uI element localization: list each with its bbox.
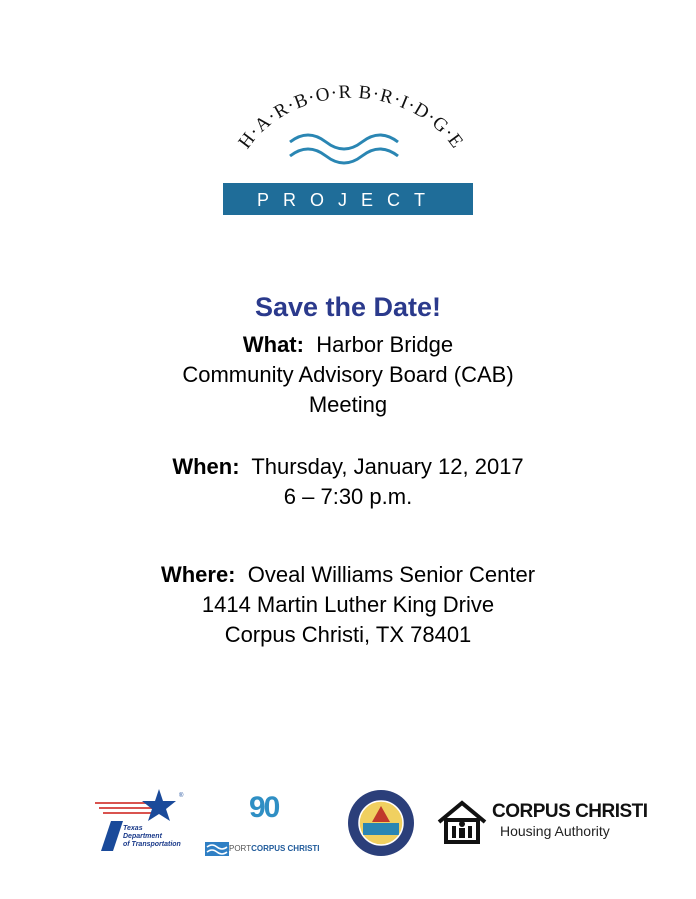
svg-text:H·A·R·B·O·R B·R·I·D·G·E (235, 82, 468, 153)
spacer (0, 512, 696, 560)
port-prefix: PORT (229, 844, 252, 853)
what-line-1 (0, 330, 696, 360)
what-label: What: (242, 332, 304, 357)
txdot-line-3: of Transportation (123, 841, 181, 848)
logo-arc-text: H·A·R·B·O·R B·R·I·D·G·E (234, 81, 468, 153)
what-line-3: Meeting (308, 392, 388, 417)
logo-banner-text: PROJECT (256, 190, 440, 210)
wave-bottom (290, 149, 398, 163)
what-line-2: Community Advisory Board (CAB) (182, 362, 514, 387)
event-details (0, 290, 696, 650)
port-wave-icon (205, 842, 229, 856)
harbor-bridge-project-logo (215, 80, 485, 220)
city-of-corpus-christi-seal (346, 788, 416, 858)
where-line-1 (0, 560, 696, 590)
txdot-logo (93, 785, 193, 855)
port-name-bold: CORPUS CHRISTI (251, 844, 320, 853)
where-line-2: 1414 Martin Luther King Drive (201, 592, 495, 617)
txdot-name (123, 825, 181, 849)
txdot-line-2: Department (123, 833, 162, 840)
svg-text:®: ® (179, 793, 184, 799)
when-line-1 (0, 452, 696, 482)
port-anniversary-number: 90 (249, 791, 279, 824)
where-label: Where: (160, 562, 236, 587)
port-corpus-christi-logo (205, 792, 345, 854)
harbor-bridge-logo-graphic (215, 80, 485, 220)
city-seal-icon (346, 788, 416, 858)
housing-subtitle: Housing Authority (500, 823, 610, 839)
when-line-2: 6 – 7:30 p.m. (283, 484, 413, 509)
wave-top (290, 135, 398, 149)
when-label: When: (172, 454, 240, 479)
spacer (0, 420, 696, 452)
house-icon (436, 800, 488, 844)
headline: Save the Date! (254, 292, 442, 322)
where-value-1: Oveal Williams Senior Center (247, 562, 536, 587)
port-name (229, 844, 320, 854)
sponsor-logos (0, 780, 696, 860)
when-value-1: Thursday, January 12, 2017 (251, 454, 524, 479)
where-line-3: Corpus Christi, TX 78401 (224, 622, 472, 647)
corpus-christi-housing-authority-logo (436, 798, 646, 848)
txdot-line-1: Texas (123, 825, 143, 832)
what-value-1: Harbor Bridge (316, 332, 454, 357)
housing-title: CORPUS CHRISTI (492, 801, 648, 822)
